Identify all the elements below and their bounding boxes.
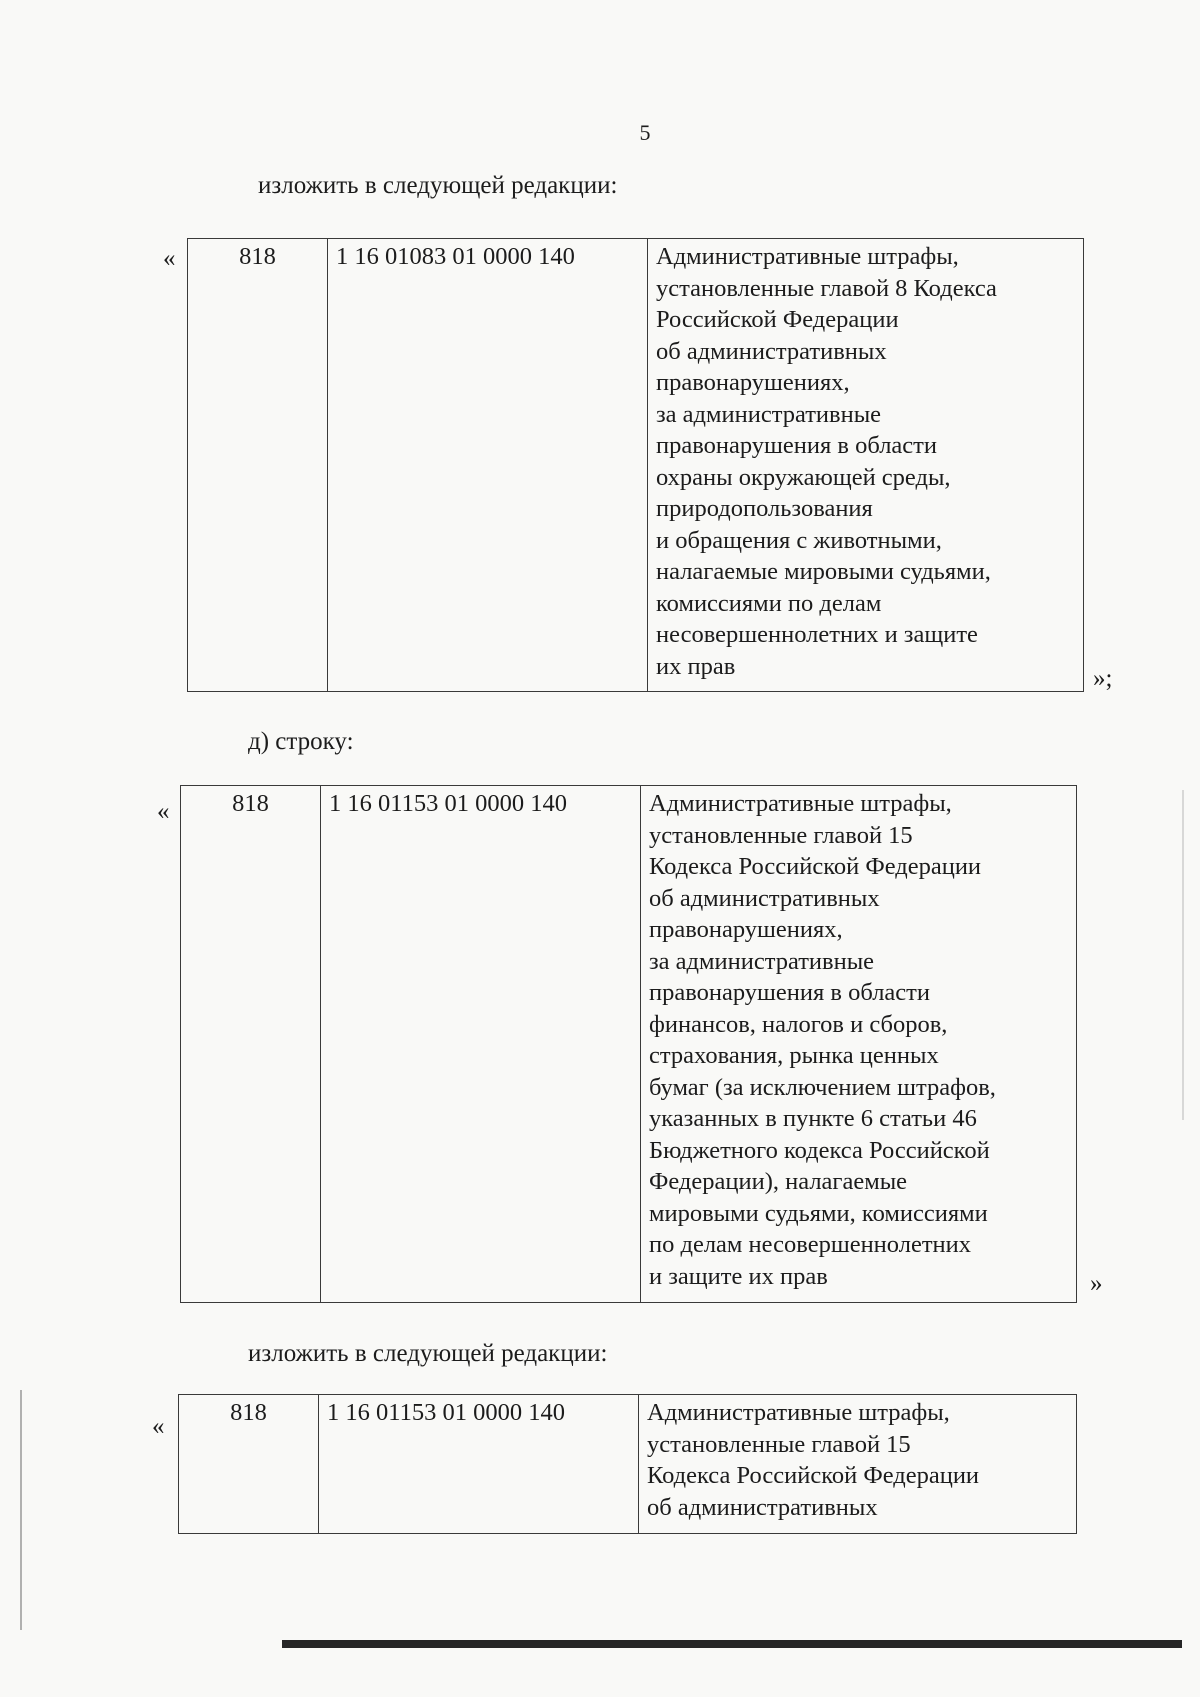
- paragraph-restate-2: изложить в следующей редакции:: [248, 1340, 608, 1367]
- open-quote: «: [157, 798, 170, 825]
- admin-code-cell: 818: [188, 239, 328, 692]
- admin-code-cell: 818: [179, 1395, 319, 1534]
- close-quote: »: [1090, 1270, 1103, 1297]
- paragraph-restate-1: изложить в следующей редакции:: [258, 172, 618, 199]
- scan-margin-line: [20, 1390, 22, 1630]
- description-cell: Административные штрафы, установленные главой 8 Кодекса Российской Федерации об административных правонарушениях, за административные правонарушения в области охраны окружающей среды, природопользования и обращения с животными, налагаемые мировыми судьями, комиссиями по делам несовершеннолетних и защите их прав: [648, 239, 1084, 692]
- description-cell: Административные штрафы, установленные главой 15 Кодекса Российской Федерации об административных правонарушениях, за административные правонарушения в области финансов, налогов и сборов, страхования, рынка ценных бумаг (за исключением штрафов, указанных в пункте 6 статьи 46 Бюджетного кодекса Российской Федерации), налагаемые мировыми судьями, комиссиями по делам несовершеннолетних и защите их прав: [641, 786, 1077, 1303]
- description-cell: Административные штрафы, установленные главой 15 Кодекса Российской Федерации об административных: [639, 1395, 1077, 1534]
- scan-bottom-edge: [282, 1640, 1182, 1648]
- paragraph-row-label: д) строку:: [248, 728, 354, 755]
- table-row: [181, 786, 1077, 1303]
- kbk-code-cell: 1 16 01083 01 0000 140: [328, 239, 648, 692]
- table-row: [188, 239, 1084, 692]
- page-number: 5: [639, 120, 651, 145]
- close-quote: »;: [1093, 665, 1113, 692]
- budget-table-2: [180, 785, 1077, 1303]
- table-row: [179, 1395, 1077, 1534]
- budget-table-3: [178, 1394, 1077, 1534]
- admin-code-cell: 818: [181, 786, 321, 1303]
- kbk-code-cell: 1 16 01153 01 0000 140: [319, 1395, 639, 1534]
- kbk-code-cell: 1 16 01153 01 0000 140: [321, 786, 641, 1303]
- open-quote: «: [163, 245, 176, 272]
- budget-table-1: [187, 238, 1084, 692]
- open-quote: «: [152, 1413, 165, 1440]
- scan-margin-line: [1182, 790, 1184, 1120]
